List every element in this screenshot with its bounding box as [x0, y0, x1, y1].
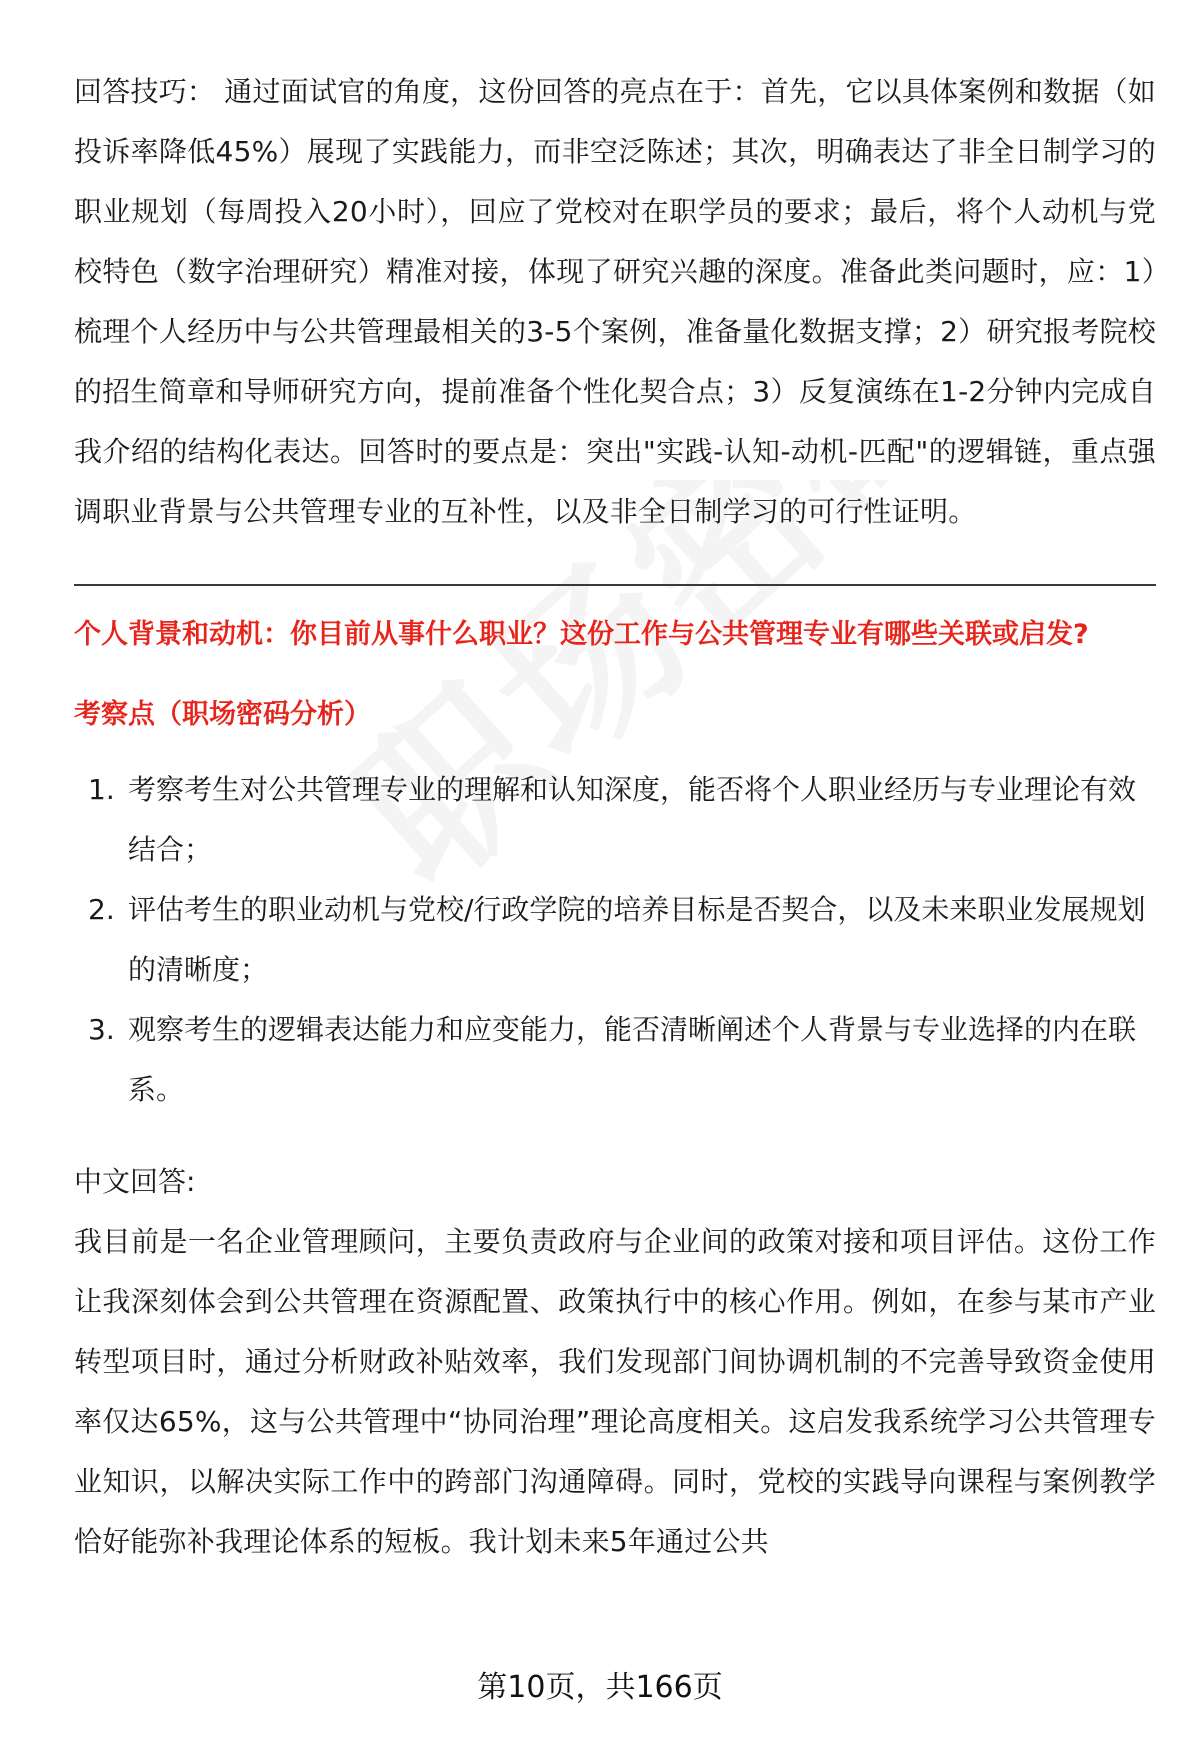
list-item-text: 考察考生对公共管理专业的理解和认知深度，能否将个人职业经历与专业理论有效结合；	[128, 773, 1137, 866]
question-title: 个人背景和动机：你目前从事什么职业？这份工作与公共管理专业有哪些关联或启发?	[74, 619, 1089, 650]
list-item-text: 评估考生的职业动机与党校/行政学院的培养目标是否契合，以及未来职业发展规划的清晰度；	[128, 893, 1146, 986]
list-item	[74, 760, 1156, 880]
list-item-number: 3.	[88, 1013, 115, 1046]
list-item-text: 观察考生的逻辑表达能力和应变能力，能否清晰阐述个人背景与专业选择的内在联系。	[128, 1013, 1137, 1106]
focus-list	[74, 760, 1156, 1120]
list-item-number: 1.	[88, 773, 115, 806]
intro-paragraph: 回答技巧： 通过面试官的角度，这份回答的亮点在于：首先，它以具体案例和数据（如投诉率降低45%）展现了实践能力，而非空泛陈述；其次，明确表达了非全日制学习的职业规划（每周投入20小时），回应了党校对在职学员的要求；最后，将个人动机与党校特色（数字治理研究）精准对接，体现了研究兴趣的深度。准备此类问题时，应：1）梳理个人经历中与公共管理最相关的3-5个案例，准备量化数据支撑；2）研究报考院校的招生简章和导师研究方向，提前准备个性化契合点；3）反复演练在1-2分钟内完成自我介绍的结构化表达。回答时的要点是：突出"实践-认知-动机-匹配"的逻辑链，重点强调职业背景与公共管理专业的互补性，以及非全日制学习的可行性证明。	[74, 75, 1156, 528]
focus-title: 考察点（职场密码分析）	[74, 699, 371, 730]
page-number: 第10页，共166页	[477, 1670, 723, 1705]
list-item	[74, 1000, 1156, 1120]
document-page	[74, 62, 1156, 1572]
list-item-number: 2.	[88, 893, 115, 926]
section-divider	[74, 584, 1156, 586]
answer-label: 中文回答:	[74, 1165, 196, 1198]
list-item	[74, 880, 1156, 1000]
answer-paragraph: 我目前是一名企业管理顾问，主要负责政府与企业间的政策对接和项目评估。这份工作让我深刻体会到公共管理在资源配置、政策执行中的核心作用。例如，在参与某市产业转型项目时，通过分析财政补贴效率，我们发现部门间协调机制的不完善导致资金使用率仅达65%，这与公共管理中“协同治理”理论高度相关。这启发我系统学习公共管理专业知识，以解决实际工作中的跨部门沟通障碍。同时，党校的实践导向课程与案例教学恰好能弥补我理论体系的短板。我计划未来5年通过公共	[74, 1225, 1156, 1558]
